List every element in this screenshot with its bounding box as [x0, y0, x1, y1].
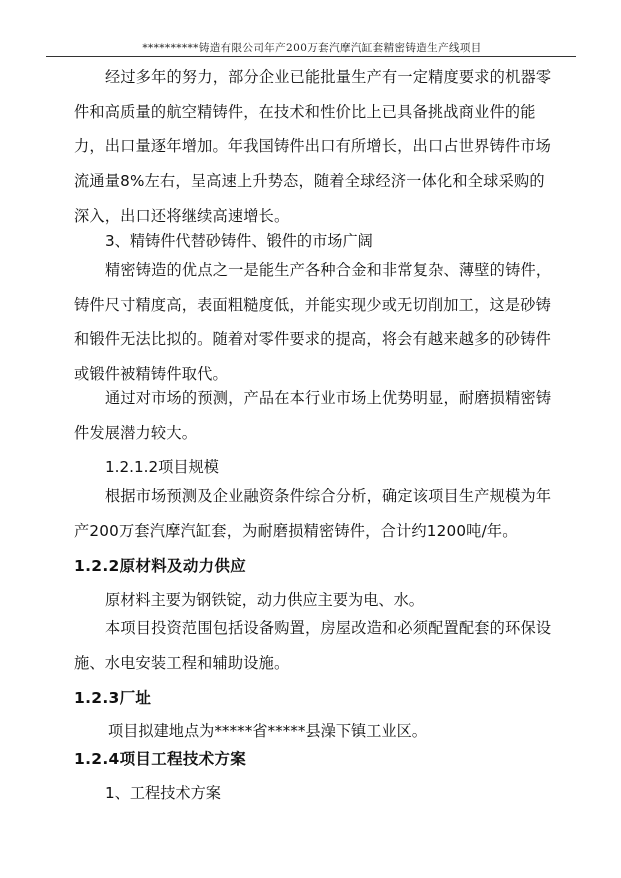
paragraph-investment-scope: 本项目投资范围包括设备购置，房屋改造和必须配置配套的环保设施、水电安装工程和辅助设施。	[74, 619, 552, 672]
heading-1-2-3: 1.2.3厂址	[74, 689, 152, 707]
list-item-1: 1、工程技术方案	[105, 784, 221, 802]
paragraph-export-growth: 经过多年的努力，部分企业已能批量生产有一定精度要求的机器零件和高质量的航空精铸件，在技术和性价比上已具备挑战商业件的能力，出口量逐年增加。年我国铸件出口有所增长，出口占世界铸件市场流通量8%左右，呈高速上升势态，随着全球经济一体化和全球采购的深入，出口还将继续高速增长。	[74, 68, 552, 225]
paragraph-materials: 原材料主要为钢铁锭，动力供应主要为电、水。	[105, 591, 424, 609]
page-header: **********铸造有限公司年产200万套汽摩汽缸套精密铸造生产线项目	[142, 42, 482, 54]
list-item-3: 3、精铸件代替砂铸件、锻件的市场广阔	[105, 232, 373, 250]
paragraph-site: 项目拟建地点为*****省*****县澡下镇工业区。	[108, 722, 427, 740]
heading-1-2-4: 1.2.4项目工程技术方案	[74, 750, 247, 768]
paragraph-market-forecast: 通过对市场的预测，产品在本行业市场上优势明显，耐磨损精密铸件发展潜力较大。	[74, 389, 552, 442]
paragraph-project-scale: 根据市场预测及企业融资条件综合分析，确定该项目生产规模为年产200万套汽摩汽缸套，为耐磨损精密铸件，合计约1200吨/年。	[74, 487, 552, 540]
header-rule	[46, 56, 576, 57]
paragraph-casting-advantage: 精密铸造的优点之一是能生产各种合金和非常复杂、薄壁的铸件，铸件尺寸精度高，表面粗糙度低，并能实现少或无切削加工，这是砂铸和锻件无法比拟的。随着对零件要求的提高，将会有越来越多的砂铸件或锻件被精铸件取代。	[74, 261, 552, 384]
heading-1-2-2: 1.2.2原材料及动力供应	[74, 557, 247, 575]
section-1-2-1-2-title: 1.2.1.2项目规模	[105, 458, 219, 476]
